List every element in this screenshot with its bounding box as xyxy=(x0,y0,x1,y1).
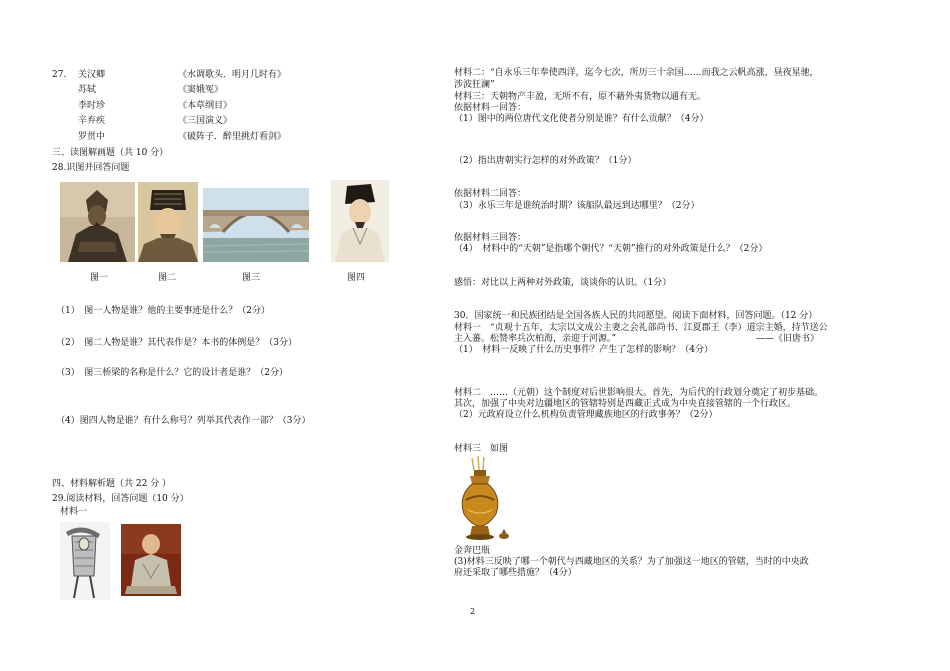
q27-work-1: 《水调歌头．明月几时有》 xyxy=(178,70,287,80)
based-on-material-1: 依据材料一回答： xyxy=(454,103,527,113)
q30-material-2-line-1: 材料二 ……（元朝）这个制度对后世影响很大。首先，为后代的行政划分奠定了初步基础。 xyxy=(454,388,824,398)
q30-part-3-line-2: 府还采取了哪些措施？（4分） xyxy=(454,568,577,578)
q27-work-3: 《本草纲目》 xyxy=(178,101,233,111)
reflection-question: 感悟：对比以上两种对外政策，谈谈你的认识。（1分） xyxy=(454,278,672,288)
section4-title: 四、材料解析题（共 22 分 ） xyxy=(52,479,172,489)
q29-title: 29.阅读材料，回答问题（10 分） xyxy=(52,494,189,504)
q30-part-1: （1） 材料一反映了什么历史事件？产生了怎样的影响？（4分） xyxy=(454,345,713,355)
material-2-line-1: 材料二：“自永乐三年奉使西洋，迄今七次，所历三十余国……而我之云帆高涨，昼夜星驰， xyxy=(454,68,819,78)
q27-work-5: 《破阵子．醉里挑灯看剑》 xyxy=(178,132,287,142)
figure-2-image xyxy=(138,182,198,262)
figure-3-image xyxy=(203,188,309,262)
q28-part-1: （1） 图一人物是谁？他的主要事迹是什么？（2分） xyxy=(56,306,270,316)
figure-1-label: 图一 xyxy=(90,273,109,283)
based-on-material-3: 依据材料三回答： xyxy=(454,233,527,243)
figure-2-label: 图二 xyxy=(158,273,177,283)
section3-title: 三、读图解画题（共 10 分） xyxy=(52,148,169,158)
material-3-line: 材料三：天朝物产丰盈，无所不有，原不藉外夷货物以通有无。 xyxy=(454,92,707,102)
q28-part-3: （3） 图三桥梁的名称是什么？它的设计者是谁？（2分） xyxy=(56,368,288,378)
q27-name-3: 李时珍 xyxy=(78,101,106,111)
q27-name-4: 辛弃疾 xyxy=(78,116,106,126)
q29-part-2: （2）指出唐朝实行怎样的对外政策？（1分） xyxy=(454,156,637,166)
q30-part-3-line-1: (3)材料三反映了哪一个朝代与西藏地区的关系？为了加强这一地区的管辖，当时的中央政 xyxy=(454,557,809,567)
q29-part-1: （1）图中的两位唐代文化使者分别是谁？有什么贡献？（4分） xyxy=(454,114,709,124)
monk-seated-image xyxy=(121,524,181,596)
q29-part-4: （4） 材料中的“天朝”是指哪个朝代？“天朝”推行的对外政策是什么？（2分） xyxy=(454,244,768,254)
vase-caption: 金奔巴瓶 xyxy=(454,546,491,556)
based-on-material-2: 依据材料二回答： xyxy=(454,189,527,199)
q27-name-1: 关汉卿 xyxy=(78,70,106,80)
q27-name-2: 苏轼 xyxy=(78,85,97,95)
q27-work-2: 《窦娥冤》 xyxy=(178,85,224,95)
q30-material-1-line-1: 材料一 “贞观十五年，太宗以文成公主妻之会礼部尚书、江夏郡王（李）道宗主婚，持节送公 xyxy=(454,323,828,333)
q27-work-4: 《三国演义》 xyxy=(178,116,233,126)
figure-4-image xyxy=(331,180,389,262)
monk-traveler-image xyxy=(60,522,110,600)
figure-4-label: 图四 xyxy=(347,273,366,283)
q28-part-2: （2） 图二人物是谁？其代表作是？本书的体例是？（3分） xyxy=(56,338,297,348)
page-number: 2 xyxy=(470,607,476,616)
q30-material-3-label: 材料三 如图 xyxy=(454,444,509,454)
q30-material-2-line-2: 其次，加强了中央对边疆地区的管辖特别是西藏正式成为中央直接管辖的一个行政区。 xyxy=(454,399,797,409)
material-1-label: 材料一 xyxy=(60,507,88,517)
q30-part-2: （2）元政府设立什么机构负责管理藏族地区的行政事务？（2分） xyxy=(454,410,718,420)
q29-part-3: （3）永乐三年是谁统治时期？该船队最远到达哪里？（2分） xyxy=(454,201,700,211)
figure-1-image xyxy=(60,182,135,262)
golden-bumpa-vase-image xyxy=(452,456,512,542)
q30-intro: 30．国家统一和民族团结是全国各族人民的共同愿望。阅读下面材料，回答问题。（12 分） xyxy=(454,311,818,321)
q27-name-5: 罗贯中 xyxy=(78,132,106,142)
q28-title: 28.识图并回答问题 xyxy=(52,163,130,173)
q30-material-1-line-2: 主入蕃。松赞率兵次柏海，亲迎于河源。” xyxy=(454,334,617,344)
material-2-line-2: 涉波狂澜” xyxy=(454,80,495,90)
q30-material-1-source: ——《旧唐书》 xyxy=(756,334,820,344)
q28-part-4: （4）图四人物是谁？有什么称号？列举其代表作一部？（3分） xyxy=(56,416,311,426)
figure-3-label: 图三 xyxy=(242,273,261,283)
q27-number: 27. xyxy=(52,70,67,80)
